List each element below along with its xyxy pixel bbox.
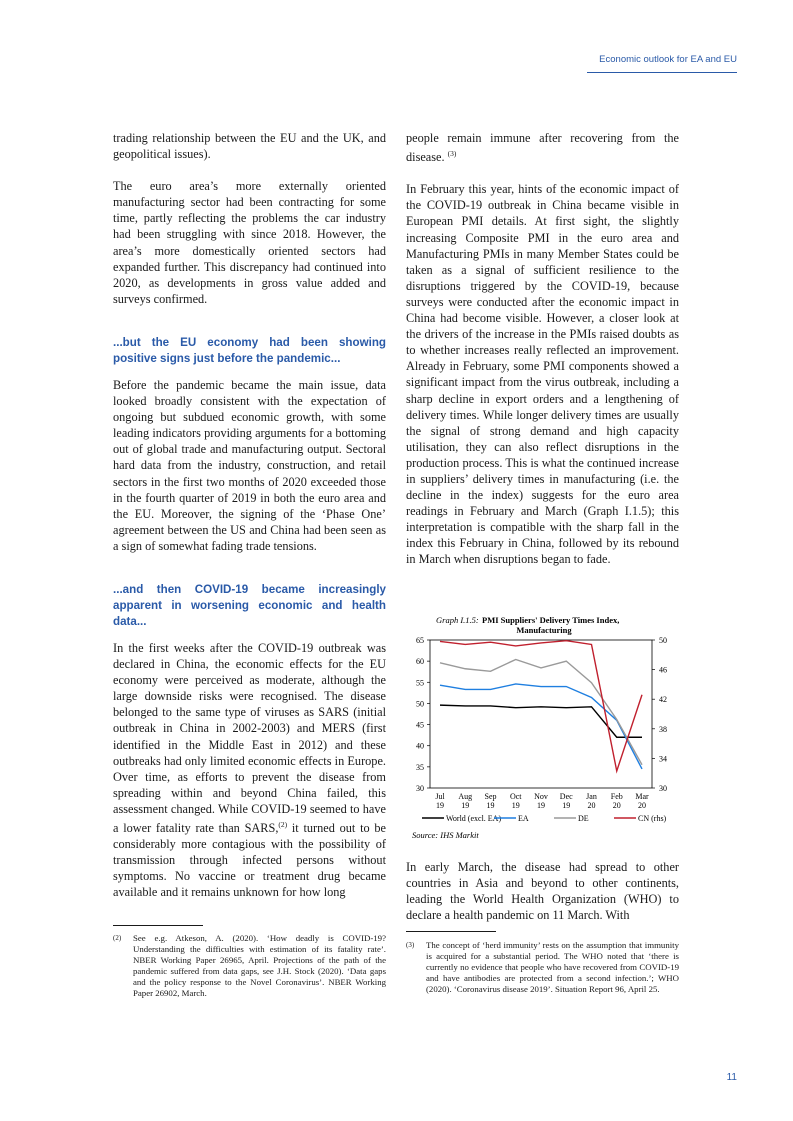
x-tick-label: Jul: [435, 792, 445, 801]
left-paragraph-3: Before the pandemic became the main issue, data looked broadly consistent with the expectation of ongoing but subdued economic growth, with some leading indicators providing arguments for a bottoming out of global trade and manufacturing output. Sectoral hard data from the industry, construction, and retail sectors in the first two months of 2020 exceeded those in the fourth quarter of 2019 in both the euro area and the EU. Moreover, the signing of the ‘Phase One’ agreement between the US and China had been seen as a sign of somewhat fading trade tensions.: [113, 377, 386, 553]
series-line-0: [440, 705, 642, 737]
left-column: [113, 130, 386, 917]
footnote-3: [406, 940, 679, 995]
x-tick-label-year: 19: [461, 801, 470, 810]
x-tick-label-year: 19: [486, 801, 495, 810]
y-tick-label: 50: [416, 699, 424, 709]
left-paragraph-1: trading relationship between the EU and the UK, and geopolitical issues).: [113, 131, 386, 162]
x-tick-label: Jan: [586, 792, 597, 801]
right-paragraph-2: In February this year, hints of the economic impact of the COVID-19 outbreak in China became visible in European PMI details. At first sight, the slightly increasing Composite PMI in the euro area and Manufacturing PMIs in many Member States could be taken as a signal of sufficient resilience to the disruptions triggered by the COVID-19, because surveys were conducted after the economic impact in China had become visible. However, a closer look at the drivers of the increase in the PMIs raised doubts as to whether increases really reflected an improvement. Already in February, some PMI components showed a significant impact from the virus outbreak, including a sharp decline in export orders and a lengthening of delivery times. While longer delivery times are usually the signal of strong demand and high capacity utilisation, they can also reflect disruptions in the production process. This is what the continued increase in suppliers’ delivery times in manufacturing (i.e. the decline in the index) suggests for the euro area readings in February and March (Graph I.1.5); this interpretation is compatible with the sharp fall in the index this February in China, followed by its rebound in March when disruptions began to fade.: [406, 182, 679, 567]
x-tick-label: Mar: [635, 792, 649, 801]
footnote-2-number: (2): [113, 934, 122, 942]
right-paragraph-1-text: people remain immune after recovering from the disease.: [406, 131, 679, 165]
left-paragraph-2: The euro area’s more externally oriented manufacturing sector had been contracting for some time, partly reflecting the problems the car industry had been struggling with since 2018. However, the area’s more domestically oriented sectors had expanded further. This discrepancy had continued into 2020, as developments in gross value added and surveys confirmed.: [113, 179, 386, 306]
footnote-rule-right: [406, 931, 496, 932]
header-title: Economic outlook for EA and EU: [599, 54, 737, 65]
right-paragraph-3: In early March, the disease had spread to other countries in Asia and beyond to other continents, leading the World Health Organization (WHO) to declare a health pandemic on 11 March. With: [406, 860, 679, 923]
y-tick-label: 30: [416, 784, 424, 793]
x-tick-label: Sep: [484, 792, 497, 801]
section-heading-1: ...but the EU economy had been showing positive signs just before the pandemic...: [113, 335, 386, 365]
y-tick-label: 65: [416, 636, 424, 645]
y2-tick-label: 38: [659, 724, 667, 734]
right-paragraph-3-block: [406, 859, 679, 923]
footnote-ref-2[interactable]: (2): [278, 820, 288, 829]
y-tick-label: 60: [416, 657, 424, 667]
footnote-ref-3[interactable]: (3): [447, 149, 457, 159]
y-tick-label: 35: [416, 762, 424, 772]
section-heading-2: ...and then COVID-19 became increasingly apparent in worsening economic and health data...: [113, 582, 386, 628]
x-tick-label-year: 20: [638, 801, 646, 810]
legend-label: World (excl. EA): [446, 814, 502, 823]
left-paragraph-4-text-a: In the first weeks after the COVID-19 outbreak was declared in China, the economic effects for the EU economy were perceived as moderate, although the large downside risks were recognised. The disease belonged to the same type of viruses as SARS (initial outbreak in China in 2002-2003) and MERS (first identified in the Middle East in 2012) and these outbreaks had only limited economic effects in Europe. Over time, as efforts to prevent the disease from spreading within and beyond China failed, this assessment changed. While COVID-19 seemed to have a lower fatality rate than SARS,: [113, 640, 386, 836]
footnote-3-text: The concept of ‘herd immunity’ rests on the assumption that immunity is acquired for a substantial period. The WHO noted that ‘there is currently no evidence that people who have recovered from COVID-19 and have antibodies are protected from a second infection.’; WHO (2020). ‘Coronavirus disease 2019’. Situation Report 96, April 25.: [426, 940, 679, 994]
x-tick-label-year: 20: [587, 801, 596, 810]
x-tick-label-year: 20: [612, 801, 621, 810]
y2-tick-label: 30: [659, 784, 667, 793]
pmi-chart: [406, 612, 686, 844]
page-number: 11: [726, 1072, 737, 1083]
left-paragraph-4-text-b: it turned out to be considerably more contagious with the possibility of transmission through infected persons without symptoms. No vaccine or treatment drug became available and it remains unknown for how long: [113, 821, 386, 900]
x-tick-label: Nov: [534, 792, 548, 801]
chart-title-line-2: Manufacturing: [516, 625, 572, 635]
x-tick-label-year: 19: [511, 801, 520, 810]
y-tick-label: 55: [416, 678, 424, 688]
y-tick-label: 45: [416, 720, 424, 730]
chart-source: Source: IHS Markit: [412, 830, 479, 840]
right-column: [406, 130, 679, 584]
left-paragraph-4: [113, 640, 386, 901]
x-tick-label-year: 19: [562, 801, 571, 810]
y2-tick-label: 34: [659, 754, 667, 764]
x-tick-label: Dec: [559, 792, 573, 801]
legend-label: EA: [518, 814, 529, 823]
x-tick-label: Aug: [458, 792, 473, 801]
x-tick-label: Feb: [610, 792, 623, 801]
footnote-2-text: See e.g. Atkeson, A. (2020). ‘How deadly is COVID-19? Understanding the difficulties with estimation of its fatality rate’. NBER Working Paper 26965, April. Projections of the path of the pandemic suffered from data gaps, see J.H. Stock (2020). ‘Data gaps and the policy response to the Novel Coronavirus’. NBER Working Paper 26902, March.: [133, 933, 386, 998]
footnote-rule-left: [113, 925, 203, 926]
pmi-chart-svg: [406, 612, 686, 844]
y2-tick-label: 46: [659, 665, 667, 675]
right-paragraph-1: [406, 130, 679, 165]
y2-tick-label: 42: [659, 695, 667, 705]
header-rule: [587, 72, 737, 73]
x-tick-label-year: 19: [537, 801, 545, 810]
chart-title-label: Graph I.1.5:: [436, 615, 479, 625]
x-tick-label-year: 19: [436, 801, 444, 810]
chart-title-line-1: PMI Suppliers' Delivery Times Index,: [482, 615, 620, 625]
series-line-1: [440, 684, 642, 769]
y2-tick-label: 50: [659, 636, 667, 645]
footnote-2: [113, 933, 386, 999]
legend-label: CN (rhs): [638, 814, 667, 823]
footnote-3-number: (3): [406, 941, 415, 949]
legend-label: DE: [578, 814, 589, 823]
y-tick-label: 40: [416, 741, 424, 751]
x-tick-label: Oct: [509, 792, 522, 801]
